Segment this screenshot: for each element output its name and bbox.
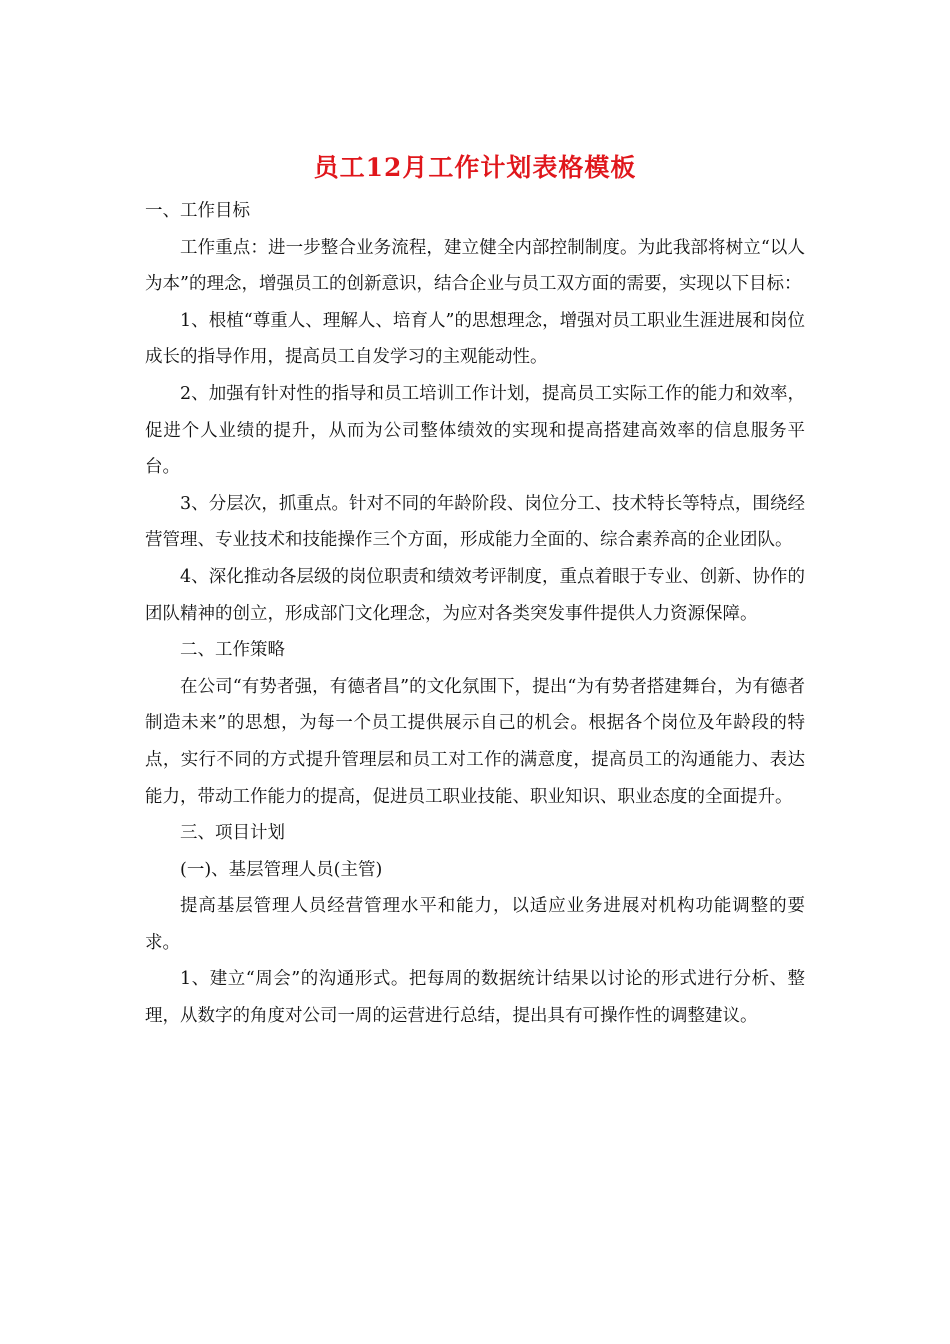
- paragraph: (一)、基层管理人员(主管): [180, 859, 383, 880]
- paragraph: 4、深化推动各层级的岗位职责和绩效考评制度，重点着眼于专业、创新、协作的团队精神的创立，形成部门文化理念，为应对各类突发事件提供人力资源保障。: [145, 566, 805, 624]
- paragraph: 3、分层次，抓重点。针对不同的年龄阶段、岗位分工、技术特长等特点，围绕经营管理、专业技术和技能操作三个方面，形成能力全面的、综合素养高的企业团队。: [145, 493, 805, 551]
- paragraph: 1、建立“周会”的沟通形式。把每周的数据统计结果以讨论的形式进行分析、整理，从数字的角度对公司一周的运营进行总结，提出具有可操作性的调整建议。: [145, 969, 805, 1027]
- paragraph: 工作重点：进一步整合业务流程，建立健全内部控制制度。为此我部将树立“以人为本”的理念，增强员工的创新意识，结合企业与员工双方面的需要，实现以下目标：: [145, 237, 805, 295]
- document-title: 员工12月工作计划表格模板: [313, 153, 637, 182]
- paragraph: 一、工作目标: [145, 201, 250, 221]
- paragraph: 三、项目计划: [180, 823, 285, 844]
- paragraph: 提高基层管理人员经营管理水平和能力，以适应业务进展对机构功能调整的要求。: [145, 896, 805, 953]
- paragraph: 在公司“有势者强，有德者昌”的文化氛围下，提出“为有势者搭建舞台，为有德者制造未来”的思想，为每一个员工提供展示自己的机会。根据各个岗位及年龄段的特点，实行不同的方式提升管理层和员工对工作的满意度，提高员工的沟通能力、表达能力，带动工作能力的提高，促进员工职业技能、职业知识、职业态度的全面提升。: [145, 676, 805, 807]
- paragraph: 二、工作策略: [180, 640, 285, 661]
- document-body: [145, 193, 805, 1035]
- paragraph: 1、根植“尊重人、理解人、培育人”的思想理念，增强对员工职业生涯进展和岗位成长的指导作用，提高员工自发学习的主观能动性。: [145, 310, 805, 368]
- paragraph: 2、加强有针对性的指导和员工培训工作计划，提高员工实际工作的能力和效率，促进个人业绩的提升，从而为公司整体绩效的实现和提高搭建高效率的信息服务平台。: [145, 383, 805, 478]
